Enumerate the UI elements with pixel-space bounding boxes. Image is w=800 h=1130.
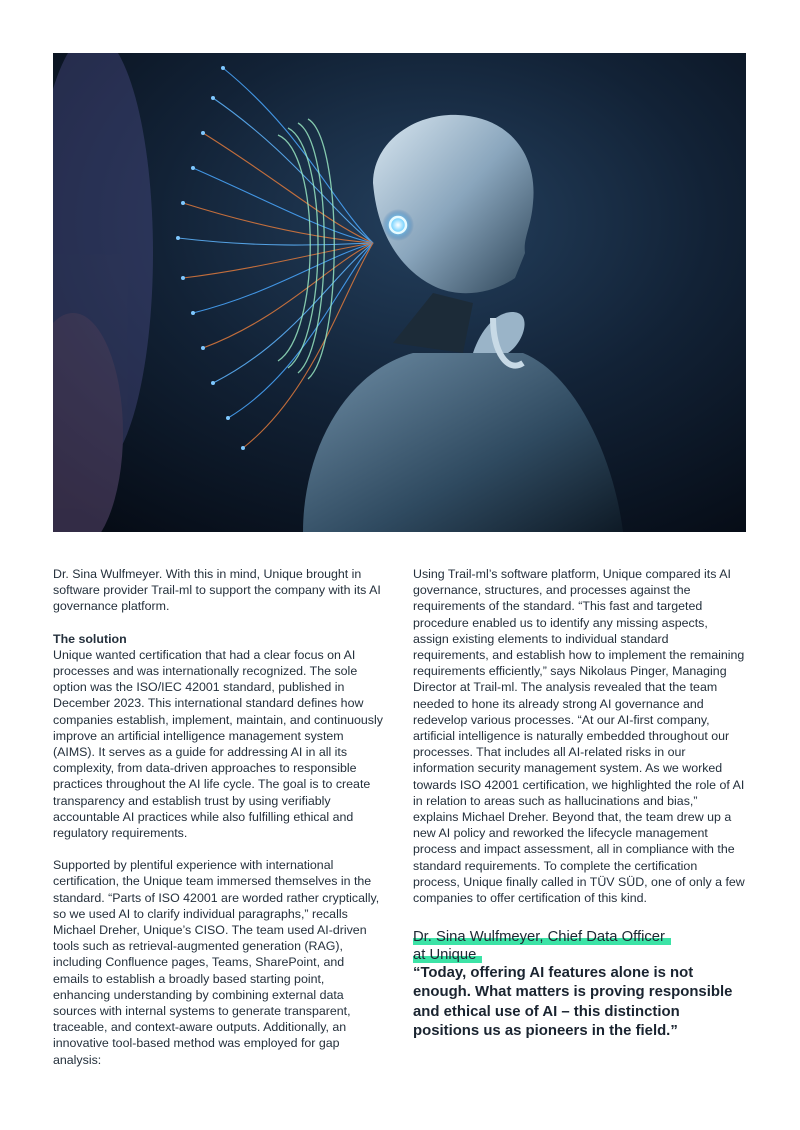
quote-author-line2: at Unique	[413, 947, 482, 963]
quote-author-line1: Dr. Sina Wulfmeyer, Chief Data Officer	[413, 929, 671, 945]
pull-quote: “Today, offering AI features alone is not enough. What matters is proving responsible and ethical use of AI – this distinction positions us as pioneers in the field.”	[413, 965, 733, 1039]
experience-paragraph: Supported by plentiful experience with international certification, the Unique team immersed themselves in the standard. “Parts of ISO 42001 are worded rather cryptically, so we used AI to clarify individual paragraphs,” recalls Michael Dreher, Unique’s CISO. The team used AI-driven tools such as retrieval-augmented generation (RAG), including Confluence pages, Teams, SharePoint, and emails to establish a broadly based starting point, enhancing understanding by combining external data sources with internal systems to generate transparent, traceable, and context-aware outputs. Additionally, an innovative tool-based method was employed for gap analysis:	[53, 858, 380, 1067]
platform-paragraph: Using Trail-ml’s software platform, Unique compared its AI governance, structures, and processes against the requirements of the standard. “This fast and targeted procedure enabled us to identify any missing aspects, assign existing elements to individual standard requirements, and establish how to implement the remaining requirements efficiently,” says Nikolaus Pinger, Managing Director at Trail-ml. The analysis revealed that the team needed to hone its already strong AI governance and redevelop various processes. “At our AI-first company, artificial intelligence is naturally embedded throughout our processes. That includes all AI-related risks in our information security management system. As we worked towards ISO 42001 certification, we highlighted the role of AI in relation to areas such as hallucinations and bias,” explains Michael Dreher. Beyond that, the team drew up a new AI policy and reworked the lifecycle management process and impact assessment, all in compliance with the standard requirements. To complete the certification process, Unique finally called in TÜV SÜD, one of only a few companies to offer certification of this kind.	[413, 567, 745, 906]
intro-paragraph: Dr. Sina Wulfmeyer. With this in mind, Unique brought in software provider Trail-ml to support the company with its AI governance platform.	[53, 567, 381, 614]
solution-heading: The solution	[53, 631, 127, 646]
hero-image	[53, 53, 746, 532]
ai-robot-neural-network-illustration	[53, 53, 746, 532]
right-column	[413, 566, 746, 1041]
left-column	[53, 566, 383, 1068]
solution-paragraph: Unique wanted certification that had a clear focus on AI processes and was internationally recognized. The sole option was the ISO/IEC 42001 standard, published in December 2023. This international standard defines how companies establish, implement, maintain, and continuously improve an artificial intelligence management system (AIMS). It serves as a guide for addressing AI in all its complexity, from data-driven approaches to responsible practices throughout the AI life cycle. The goal is to create transparency and establish trust by using verifiably accountable AI practices while also fulfilling ethical and regulatory requirements.	[53, 647, 383, 841]
quote-author	[413, 928, 746, 964]
